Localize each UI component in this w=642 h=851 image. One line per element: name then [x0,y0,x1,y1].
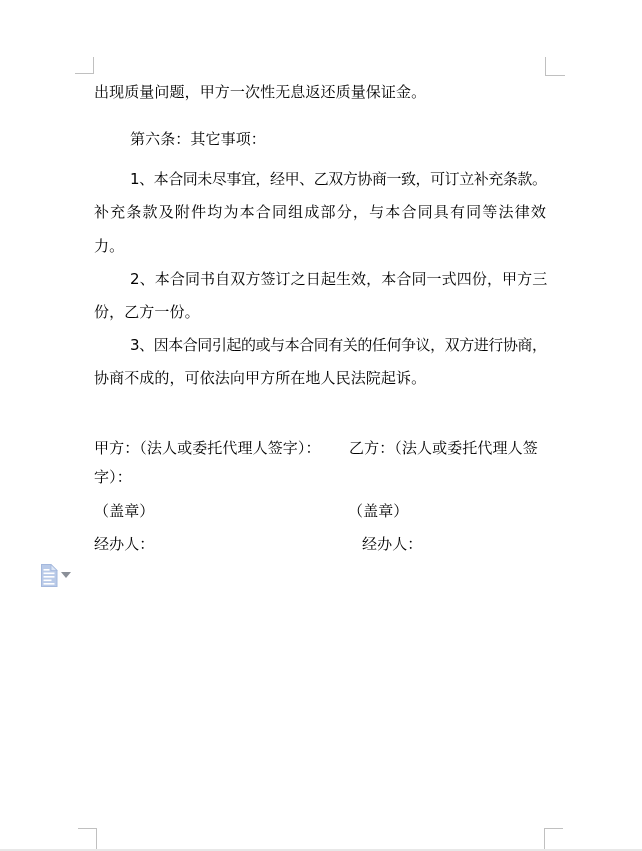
text-segment: （盖章） [348,502,409,520]
text-line: 1、本合同未尽事宜，经甲、乙双方协商一致，可订立补充条款。 [130,170,547,188]
text-line: 出现质量问题，甲方一次性无息返还质量保证金。 [94,83,427,101]
text-line [0,535,642,553]
text-segment: 乙方：（法人或委托代理人签 [349,439,538,457]
text-line [0,439,642,457]
text-segment: 甲方：（法人或委托代理人签字）： [94,439,321,457]
text-line: 3、因本合同引起的或与本合同有关的任何争议，双方进行协商， [130,336,547,354]
text-segment: （盖章） [94,502,155,520]
paste-options-button[interactable] [36,561,74,591]
text-segment: 经办人： [94,535,155,553]
text-line: 协商不成的，可依法向甲方所在地人民法院起诉。 [94,369,427,387]
text-line: 第六条：其它事项： [130,130,266,148]
text-line: 2、本合同书自双方签订之日起生效，本合同一式四份，甲方三 [130,270,548,288]
text-line [0,502,642,520]
text-line: 补充条款及附件均为本合同组成部分，与本合同具有同等法律效 [94,203,546,221]
text-segment: 经办人： [362,535,423,553]
paste-options-icon [39,564,59,588]
chevron-down-icon[interactable] [61,572,71,578]
text-line: 字）： [94,468,132,486]
text-line: 力。 [94,237,125,255]
text-line: 份，乙方一份。 [94,303,200,321]
